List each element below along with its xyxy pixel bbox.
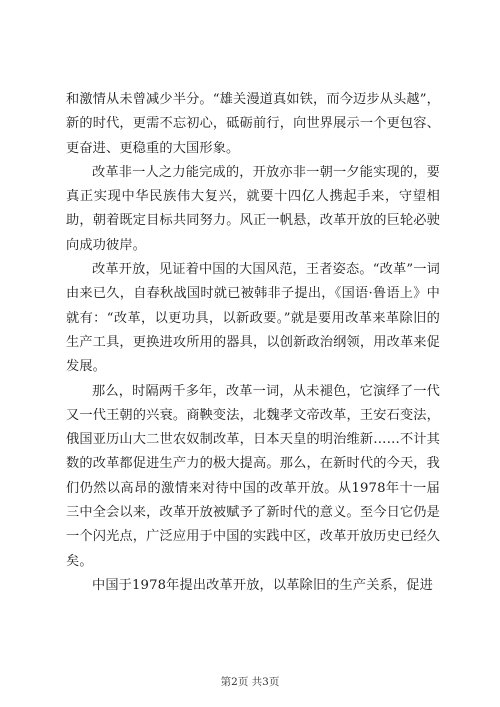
paragraph-3: 改革开放，见证着中国的大国风范，王者姿态。“改革”一词由来已久，自春秋战国时就已被韩非子提出，《国语·鲁语上》中就有：“改革，以更功具，以新政要。”就是要用改革来革除旧的生产工具，更换进攻所用的器具，以创新政治纲领，用改革来促发展。 [66, 262, 440, 375]
paragraph-1: 和激情从未曾减少半分。“雄关漫道真如铁，而今迈步从头越”，新的时代，更需不忘初心，砥砺前行，向世界展示一个更包容、更奋进、更稳重的大国形象。 [66, 92, 440, 156]
paragraph-5: 中国于1978年提出改革开放，以革除旧的生产关系，促进 [92, 577, 433, 593]
paragraph-4: 那么，时隔两千多年，改革一词，从未褪色，它演绎了一代又一代王朝的兴衰。商鞅变法，北魏孝文帝改革，王安石变法，俄国亚历山大二世农奴制改革，日本天皇的明治维新……不计其数的改革都促进生产力的极大提高。那么，在新时代的今天，我们仍然以高昂的激情来对待中国的改革开放。从1978年十一届三中全会以来，改革开放被赋予了新时代的意义。至今日它仍是一个闪光点，广泛应用于中国的实践中区，改革开放历史已经久矣。 [66, 383, 440, 569]
document-body [66, 88, 440, 598]
paragraph-2: 改革非一人之力能完成的，开放亦非一朝一夕能实现的，要真正实现中华民族伟大复兴，就要十四亿人携起手来，守望相助，朝着既定目标共同努力。风正一帆悬，改革开放的巨轮必驶向成功彼岸。 [66, 164, 440, 253]
page-number-footer: 第2页 共3页 [220, 676, 280, 688]
